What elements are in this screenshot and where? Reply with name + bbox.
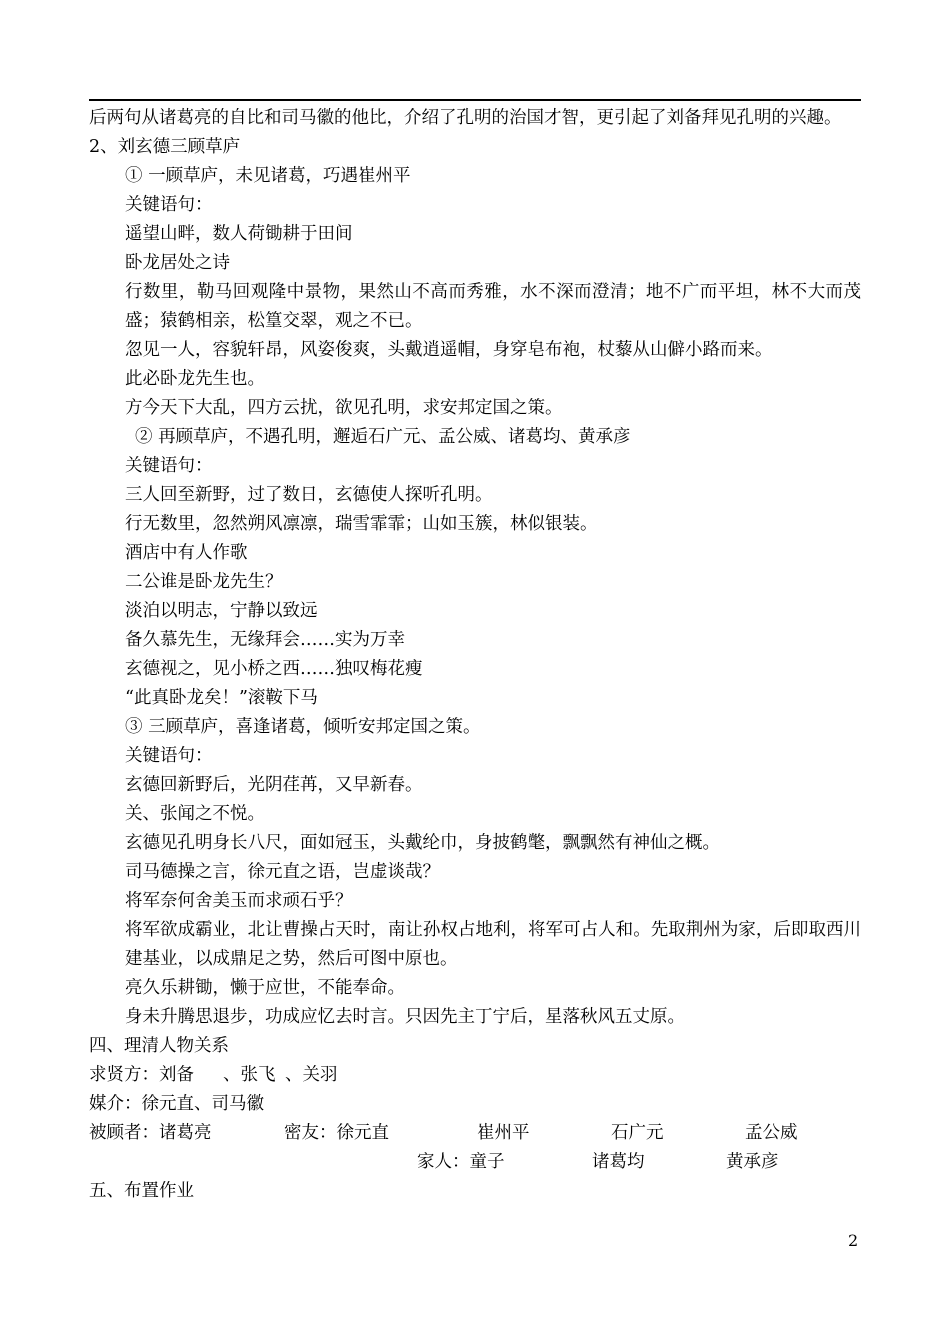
- section-heading-relations: 四、理清人物关系: [89, 1036, 229, 1056]
- key-sentence: 玄德视之，见小桥之西……独叹梅花瘦: [125, 659, 423, 679]
- family-name: 诸葛均: [592, 1152, 645, 1172]
- friend-name: 石广元: [611, 1123, 664, 1143]
- key-sentences-label: 关键语句：: [125, 195, 213, 215]
- intro-paragraph: 后两句从诸葛亮的自比和司马徽的他比，介绍了孔明的治国才智，更引起了刘备拜见孔明的兴趣。: [89, 108, 842, 128]
- friend-name: 密友：徐元直: [284, 1123, 389, 1143]
- friend-name: 孟公威: [745, 1123, 798, 1143]
- section-heading: 2、刘玄德三顾草庐: [89, 137, 241, 157]
- key-sentence: 三人回至新野，过了数日，玄德使人探听孔明。: [125, 485, 493, 505]
- key-sentence: 二公谁是卧龙先生？: [125, 572, 283, 592]
- seekers-row: [89, 1061, 861, 1090]
- key-sentence: 行数里，勒马回观隆中景物，果然山不高而秀雅，水不深而澄清；地不广而平坦，林不大而茂盛；猿鹤相亲，松篁交翠，观之不已。: [125, 282, 861, 331]
- key-sentence: 此必卧龙先生也。: [125, 369, 265, 389]
- family-label: 家人：童子: [417, 1152, 505, 1172]
- document-body: [89, 104, 861, 1206]
- visit-one-heading: ① 一顾草庐，未见诸葛，巧遇崔州平: [125, 166, 411, 186]
- visit-three-heading: ③ 三顾草庐，喜逢诸葛，倾听安邦定国之策。: [125, 717, 481, 737]
- seeker-name: 、关羽: [285, 1065, 338, 1085]
- friend-name: 崔州平: [477, 1123, 530, 1143]
- key-sentence: 遥望山畔，数人荷锄耕于田间: [125, 224, 353, 244]
- key-sentence: 身未升腾思退步，功成应忆去时言。只因先主丁宁后，星落秋风五丈原。: [125, 1007, 685, 1027]
- header-rule: [89, 99, 861, 101]
- key-sentence: 方今天下大乱，四方云扰，欲见孔明，求安邦定国之策。: [125, 398, 563, 418]
- key-sentence: 将军欲成霸业，北让曹操占天时，南让孙权占地利，将军可占人和。先取荆州为家，后即取西川建基业，以成鼎足之势，然后可图中原也。: [125, 920, 861, 969]
- key-sentence: 卧龙居处之诗: [125, 253, 230, 273]
- seeker-name: 、张飞: [223, 1065, 276, 1085]
- family-row: [89, 1148, 861, 1177]
- key-sentence: 玄德见孔明身长八尺，面如冠玉，头戴纶巾，身披鹤氅，飘飘然有神仙之概。: [125, 833, 720, 853]
- visited-row: [89, 1119, 861, 1148]
- visited-label: 被顾者：诸葛亮: [89, 1123, 212, 1143]
- seeker-label: 求贤方：刘备: [89, 1065, 194, 1085]
- key-sentence: “此真卧龙矣！”滚鞍下马: [125, 688, 318, 708]
- visit-two-heading: ② 再顾草庐，不遇孔明，邂逅石广元、孟公威、诸葛均、黄承彦: [135, 427, 631, 447]
- section-heading-homework: 五、布置作业: [89, 1181, 194, 1201]
- page-number: 2: [848, 1231, 859, 1250]
- key-sentence: 玄德回新野后，光阴荏苒，又早新春。: [125, 775, 423, 795]
- key-sentence: 行无数里，忽然朔风凛凛，瑞雪霏霏；山如玉簇，林似银装。: [125, 514, 598, 534]
- key-sentences-label: 关键语句：: [125, 746, 213, 766]
- family-name: 黄承彦: [726, 1152, 779, 1172]
- key-sentence: 亮久乐耕锄，懒于应世，不能奉命。: [125, 978, 405, 998]
- mediator-row: 媒介：徐元直、司马徽: [89, 1094, 264, 1114]
- key-sentence: 淡泊以明志，宁静以致远: [125, 601, 318, 621]
- key-sentence: 备久慕先生，无缘拜会……实为万幸: [125, 630, 405, 650]
- key-sentence: 酒店中有人作歌: [125, 543, 248, 563]
- key-sentence: 关、张闻之不悦。: [125, 804, 265, 824]
- key-sentence: 将军奈何舍美玉而求顽石乎？: [125, 891, 353, 911]
- key-sentence: 忽见一人，容貌轩昂，风姿俊爽，头戴逍遥帽，身穿皂布袍，杖藜从山僻小路而来。: [125, 340, 773, 360]
- key-sentences-label: 关键语句：: [125, 456, 213, 476]
- key-sentence: 司马德操之言，徐元直之语，岂虚谈哉？: [125, 862, 440, 882]
